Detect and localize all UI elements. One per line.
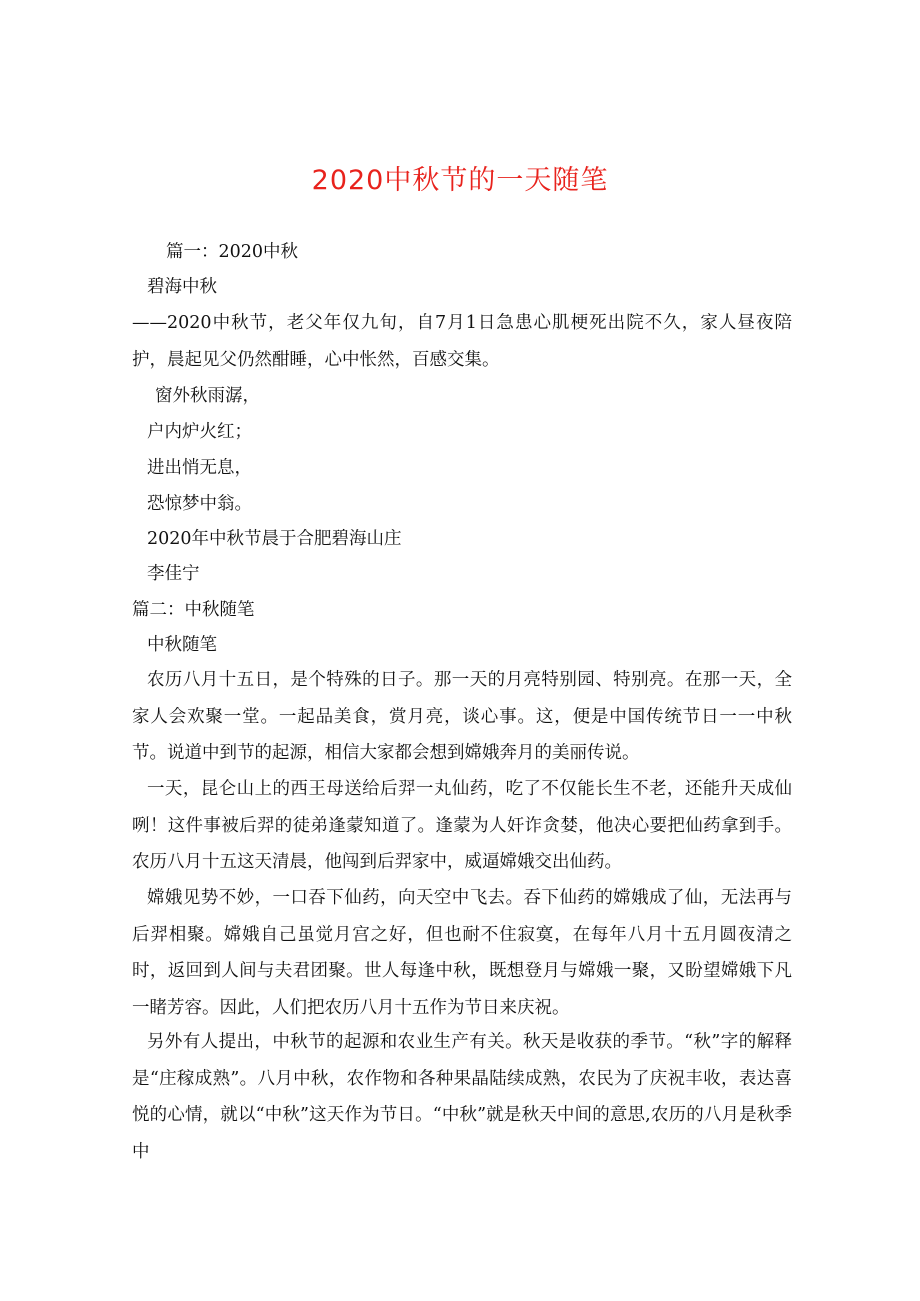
part2-subtitle: 中秋随笔 <box>147 635 217 655</box>
poem-line: 进出悄无息， <box>147 458 252 478</box>
poem-preface: ——2020中秋节，老父年仅九旬，自7月1日急患心肌梗死出院不久，家人昼夜陪护，晨起见父仍然酣睡，心中怅然，百感交集。 <box>132 313 792 370</box>
poem-title: 碧海中秋 <box>147 277 217 297</box>
part1-heading: 篇一：2020中秋 <box>166 242 299 262</box>
poem-line: 恐惊梦中翁。 <box>147 494 252 514</box>
part2-heading: 篇二：中秋随笔 <box>132 600 255 620</box>
poem-line: 窗外秋雨潺， <box>155 386 260 406</box>
document-title: 2020中秋节的一天随笔 <box>311 165 609 196</box>
poem-line: 户内炉火红； <box>147 422 252 442</box>
body-paragraph: 一天，昆仑山上的西王母送给后羿一丸仙药，吃了不仅能长生不老，还能升天成仙咧！这件事被后羿的徒弟逢蒙知道了。逢蒙为人奸诈贪婪，他决心要把仙药拿到手。农历八月十五这天清晨，他闯到后羿家中，威逼嫦娥交出仙药。 <box>132 779 792 872</box>
poem-author: 李佳宁 <box>147 564 200 584</box>
poem-dateline: 2020年中秋节晨于合肥碧海山庄 <box>147 529 402 549</box>
body-paragraph: 农历八月十五日，是个特殊的日子。那一天的月亮特别园、特别亮。在那一天，全家人会欢聚一堂。一起品美食，赏月亮，谈心事。这，便是中国传统节日一一中秋节。说道中到节的起源，相信大家都会想到嫦娥奔月的美丽传说。 <box>132 670 792 763</box>
body-paragraph: 嫦娥见势不妙，一口吞下仙药，向天空中飞去。吞下仙药的嫦娥成了仙，无法再与后羿相聚。嫦娥自己虽觉月宫之好，但也耐不住寂寞，在每年八月十五月圆夜清之时，返回到人间与夫君团聚。世人每逢中秋，既想登月与嫦娥一聚，又盼望嫦娥下凡一睹芳容。因此，人们把农历八月十五作为节日来庆祝。 <box>132 888 792 1018</box>
body-paragraph: 另外有人提出，中秋节的起源和农业生产有关。秋天是收获的季节。“秋”字的解释是“庄稼成熟”。八月中秋，农作物和各种果晶陆续成熟，农民为了庆祝丰收，表达喜悦的心情，就以“中秋”这天作为节日。“中秋”就是秋天中间的意思,农历的八月是秋季中 <box>132 1032 792 1162</box>
